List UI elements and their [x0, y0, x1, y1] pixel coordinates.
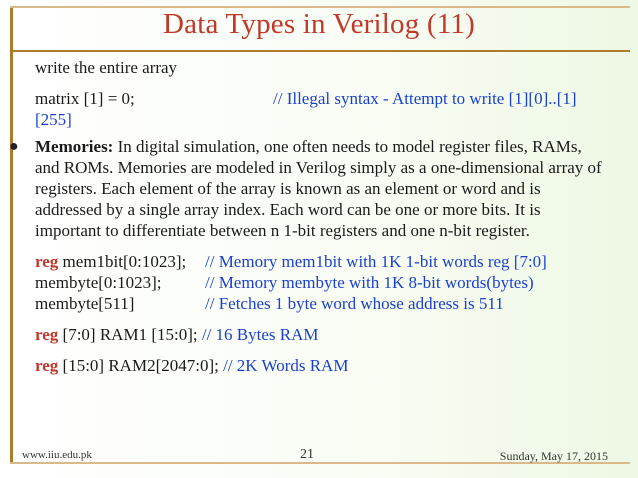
code-line-3	[35, 293, 610, 314]
code-line-1	[35, 251, 610, 272]
bullet-paragraph	[35, 137, 602, 240]
text-line-write-array: write the entire array	[35, 58, 178, 77]
keyword-reg: reg	[35, 325, 59, 344]
footer-date: Sunday, May 17, 2015	[499, 449, 608, 463]
memories-bullet	[9, 136, 610, 241]
syntax-code: matrix [1] = 0;	[35, 89, 135, 108]
bullet-label: Memories:	[35, 137, 114, 156]
code-line-4	[35, 324, 610, 345]
code-line-2	[35, 272, 610, 293]
keyword-reg: reg	[35, 356, 59, 375]
syntax-comment: // Illegal syntax - Attempt to write [1][0]..[1]	[273, 89, 577, 108]
code-line-4-comment: // 16 Bytes RAM	[197, 325, 319, 344]
code-line-5-decl: [15:0] RAM2[2047:0];	[58, 356, 219, 375]
slide-title: Data Types in Verilog (11)	[163, 8, 475, 40]
code-line-1-left	[35, 251, 186, 272]
footer-website: www.iiu.edu.pk	[22, 449, 92, 461]
code-line-5-comment: // 2K Words RAM	[218, 356, 349, 375]
code-line-5	[35, 355, 610, 376]
slide-content	[9, 57, 610, 376]
code-line-4-decl: [7:0] RAM1 [15:0];	[58, 325, 198, 344]
code-line-1-comment: // Memory mem1bit with 1K 1-bit words reg [7:0]	[205, 252, 547, 271]
code-line-1-decl: mem1bit[0:1023];	[58, 252, 187, 271]
keyword-reg: reg	[35, 252, 59, 271]
code-line-3-comment: // Fetches 1 byte word whose address is 511	[205, 294, 504, 313]
code-line-2-decl: membyte[0:1023];	[35, 273, 162, 292]
code-line-3-decl: membyte[511]	[35, 294, 135, 313]
code-line-2-comment: // Memory membyte with 1K 8-bit words(bytes)	[205, 273, 534, 292]
syntax-comment-continuation: [255]	[35, 110, 72, 129]
footer-page-number: 21	[300, 447, 314, 462]
bullet-icon: ●	[9, 138, 19, 155]
title-divider	[10, 50, 630, 52]
frame-left-border	[10, 6, 13, 462]
syntax-example-row	[35, 88, 610, 109]
bullet-body: In digital simulation, one often needs to model register files, RAMs, and ROMs. Memories are modeled in Verilog simply as a one-dimensional array of registers. Each element of the array is known as an element or word and is addressed by a single array index. Each word can be one or more bits. It is important to differentiate between n 1-bit registers and one n-bit register.	[35, 137, 602, 240]
